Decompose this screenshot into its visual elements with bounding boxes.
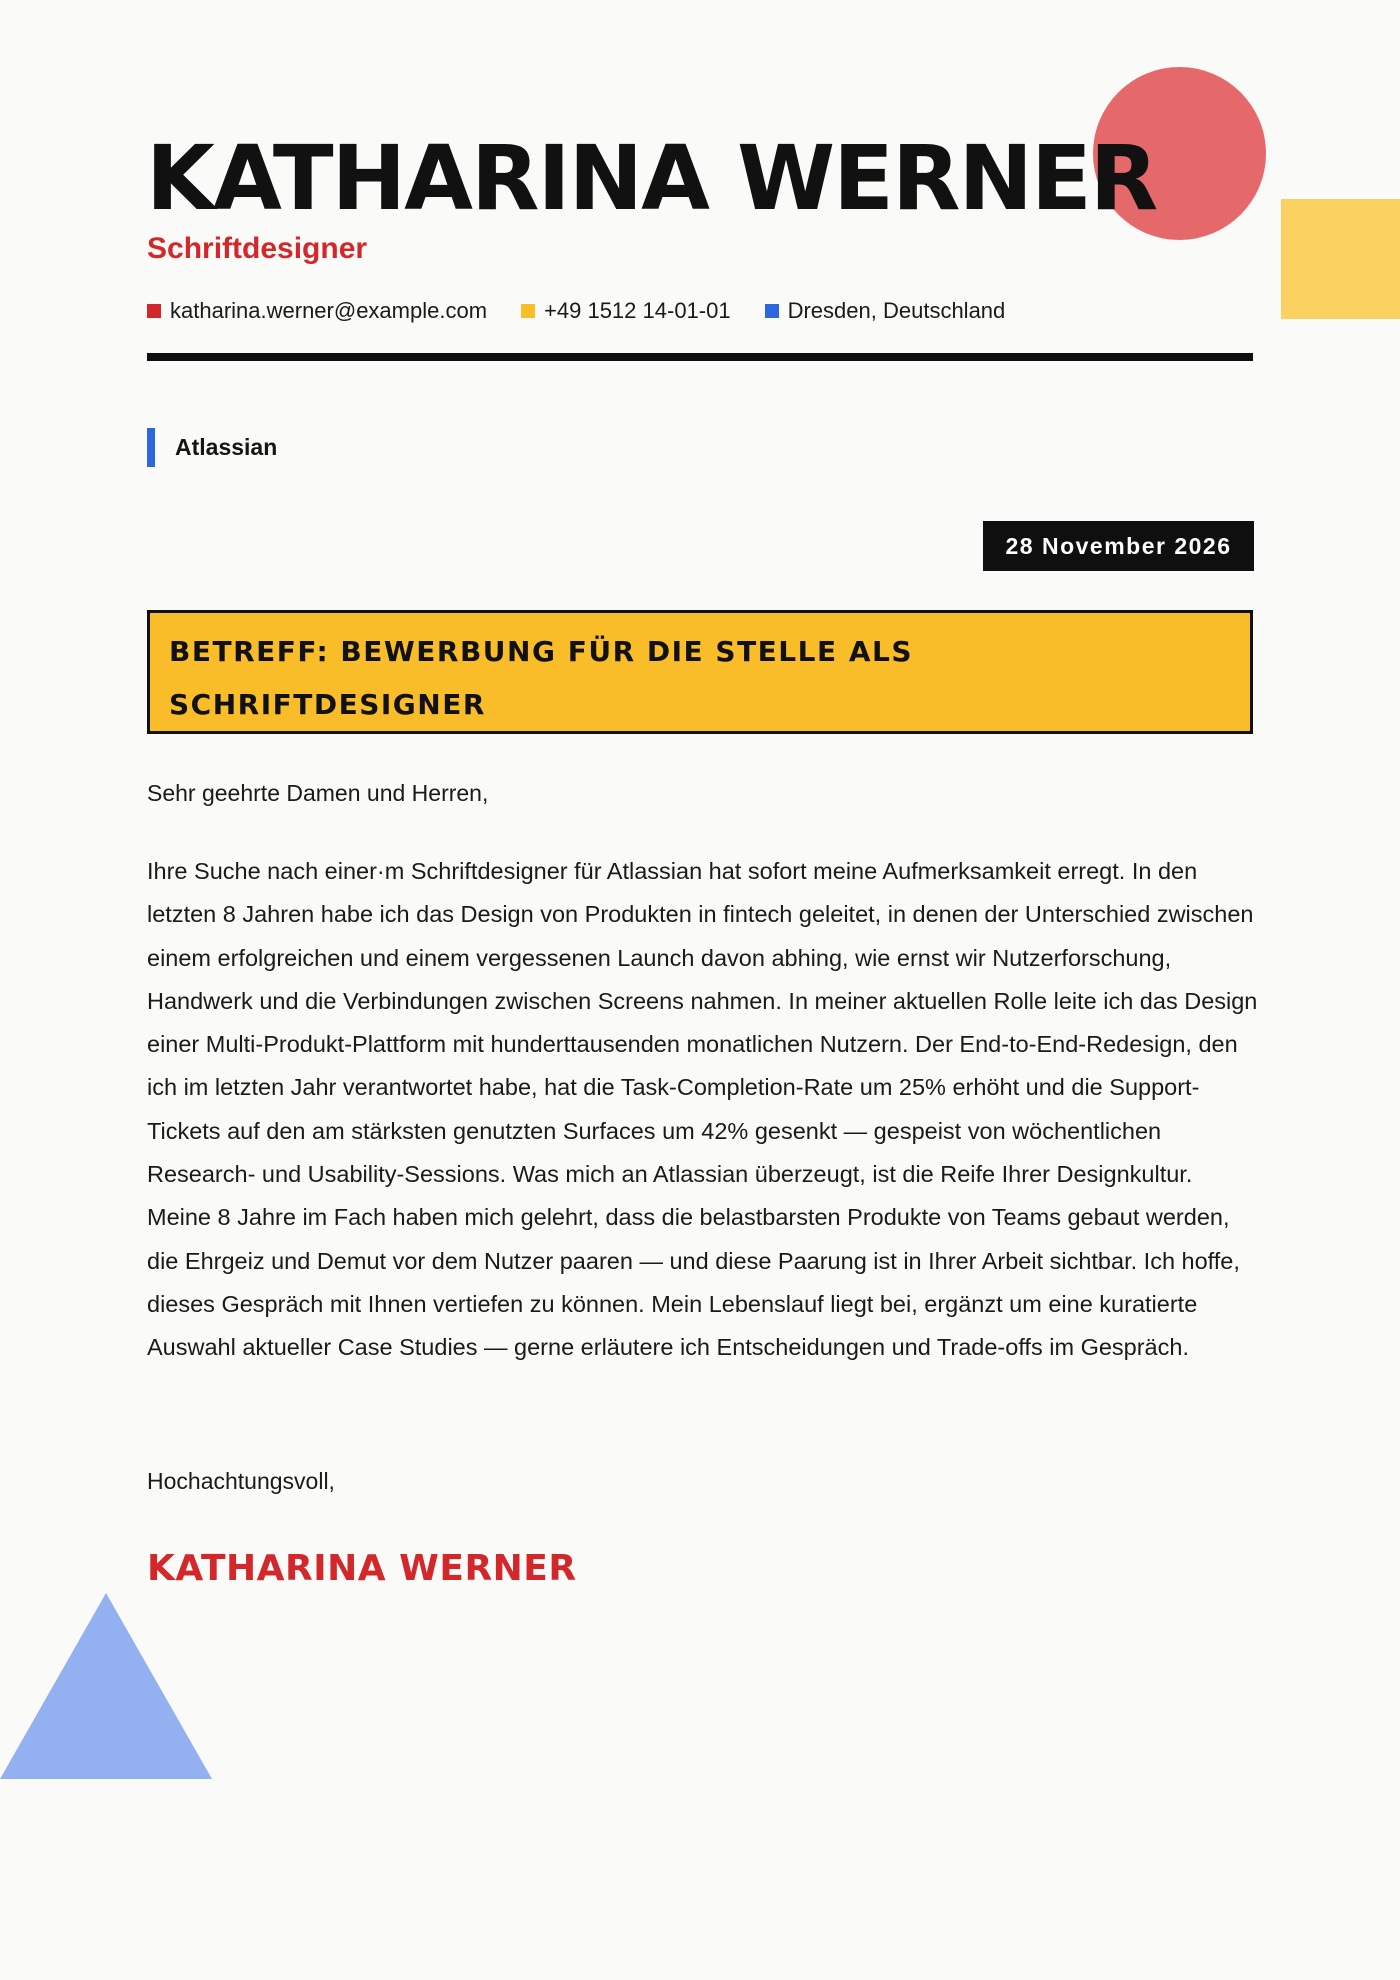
phone-text: +49 1512 14-01-01: [544, 298, 731, 323]
yellow-square-icon: [521, 304, 535, 318]
blue-square-icon: [765, 304, 779, 318]
job-title: Schriftdesigner: [147, 232, 368, 265]
subject-line: BETREFF: BEWERBUNG FÜR DIE STELLE ALS SCHRIFTDESIGNER: [169, 635, 914, 721]
blue-triangle-decoration: [0, 1593, 212, 1779]
contact-email: [147, 298, 487, 324]
letter-body: Ihre Suche nach einer·m Schriftdesigner für Atlassian hat sofort meine Aufmerksamkeit erregt. In den letzten 8 Jahren habe ich das Design von Produkten in fintech geleitet, in denen der Unterschied zwischen einem erfolgreichen und einem vergessenen Launch davon abhing, wie ernst wir Nutzerforschung, Handwerk und die Verbindungen zwischen Screens nahmen. In meiner aktuellen Rolle leite ich das Design einer Multi-Produkt-Plattform mit hunderttausenden monatlichen Nutzern. Der End-to-End-Redesign, den ich im letzten Jahr verantwortet habe, hat die Task-Completion-Rate um 25% erhöht und die Support-Tickets auf den am stärksten genutzten Surfaces um 42% gesenkt — gespeist von wöchentlichen Research- und Usability-Sessions. Was mich an Atlassian überzeugt, ist die Reife Ihrer Designkultur. Meine 8 Jahre im Fach haben mich gelehrt, dass die belastbarsten Produkte von Teams gebaut werden, die Ehrgeiz und Demut vor dem Nutzer paaren — und diese Paarung ist in Ihrer Arbeit sichtbar. Ich hoffe, dieses Gespräch mit Ihnen vertiefen zu können. Mein Lebenslauf liegt bei, ergänzt um eine kuratierte Auswahl aktueller Case Studies — gerne erläutere ich Entscheidungen und Trade-offs im Gespräch.: [147, 858, 1258, 1361]
contact-location: [765, 298, 1006, 324]
contact-row: [147, 298, 1039, 324]
subject-box: [147, 610, 1253, 734]
red-square-icon: [147, 304, 161, 318]
salutation: Sehr geehrte Damen und Herren,: [147, 780, 489, 806]
contact-phone: [521, 298, 731, 324]
signature: KATHARINA WERNER: [147, 1548, 577, 1589]
applicant-name: KATHARINA WERNER: [146, 126, 1157, 230]
yellow-square-decoration: [1281, 199, 1400, 319]
email-text: katharina.werner@example.com: [170, 298, 488, 323]
recipient-company: Atlassian: [147, 428, 277, 467]
location-text: Dresden, Deutschland: [787, 298, 1006, 323]
closing: Hochachtungsvoll,: [147, 1468, 335, 1494]
date-badge: 28 November 2026: [983, 521, 1254, 571]
header-divider: [147, 353, 1253, 361]
